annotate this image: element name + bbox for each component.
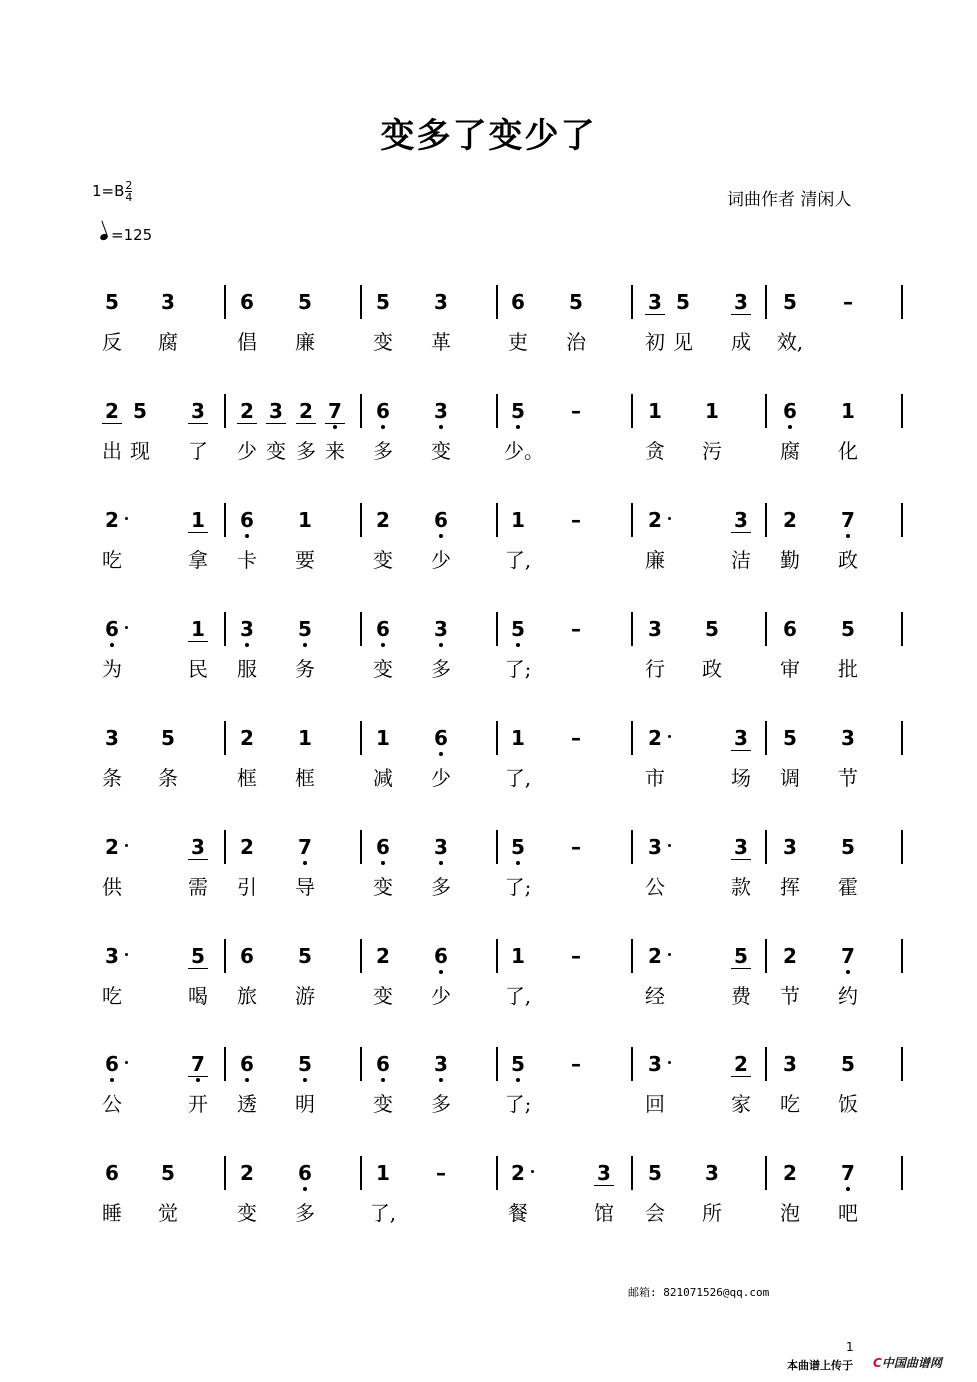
bar-line [901,1156,903,1190]
bar-line [360,285,362,319]
lyric: 少 [431,766,451,790]
bar-line [496,939,498,973]
lyric: 少 [431,548,451,572]
key-signature [92,180,132,203]
note: 3 [431,399,451,423]
lyric: 挥 [780,875,800,899]
note-sustain: – [843,290,853,314]
note-sustain: – [571,944,581,968]
note: 5 [731,944,751,969]
lyric: 少 [237,439,257,463]
note: 2 [376,508,390,532]
note: 6 [237,1052,257,1076]
note: 3 [237,617,257,641]
lyric: 少。 [504,439,544,463]
note: 3 [102,944,122,968]
lyric: 初 [645,330,665,354]
bar-line [765,721,767,755]
bar-line [360,612,362,646]
lyric: 政 [838,548,858,572]
tempo-marking [100,226,152,244]
lyric: 腐 [780,439,800,463]
lyric: 需 [188,875,208,899]
bar-line [901,394,903,428]
note: 3 [731,726,751,751]
bar-line [224,1047,226,1081]
note: 6 [373,835,393,859]
lyric: 廉 [645,548,665,572]
lyric: 馆 [594,1201,614,1225]
note: 5 [188,944,208,969]
lyric: 多 [295,1201,315,1225]
note: 5 [508,399,528,423]
lyric: 务 [295,657,315,681]
bar-line [224,612,226,646]
lyric: 吃 [780,1092,800,1116]
note: 5 [295,617,315,641]
lyric: 来 [325,439,345,463]
lyric: 场 [731,766,751,790]
lyric: 要 [295,548,315,572]
lyric: 吏 [508,330,528,354]
note: 2 [376,944,390,968]
bar-line [360,1156,362,1190]
upload-label: 本曲谱上传于 [787,1359,853,1372]
lyric: 调 [780,766,800,790]
bar-line [360,1047,362,1081]
lyric: 条 [158,766,178,790]
bar-line [901,830,903,864]
song-title: 变多了变少了 [380,116,597,156]
page-number: 1 [846,1340,854,1354]
note: 2 [240,726,254,750]
lyric: 出 [102,439,122,463]
note: 2 [731,1052,751,1077]
note: 6 [431,944,451,968]
bar-line [765,830,767,864]
note: 3 [731,508,751,533]
note: 5 [298,290,312,314]
bar-line [224,830,226,864]
note: 3 [645,1052,665,1076]
note: 3 [431,617,451,641]
lyric: 框 [295,766,315,790]
note: 3 [431,835,451,859]
lyric: 变 [373,548,393,572]
bar-line [765,394,767,428]
bar-line [631,612,633,646]
bar-line [631,939,633,973]
note: 5 [508,617,528,641]
lyric: 勤 [780,548,800,572]
note: 5 [648,1161,662,1185]
lyric: 变 [373,984,393,1008]
site-logo [873,1354,942,1371]
lyric: 成 [731,330,751,354]
email-contact: 邮箱: 821071526@qq.com [628,1286,770,1299]
lyric: 民 [188,657,208,681]
lyric: 变 [373,875,393,899]
bar-line [360,939,362,973]
note: 6 [373,399,393,423]
lyric: 节 [838,766,858,790]
lyric: 了; [504,657,532,681]
lyric: 开 [188,1092,208,1116]
note: 5 [841,617,855,641]
note: 7 [295,835,315,859]
note: 5 [298,944,312,968]
note: 7 [838,1161,858,1185]
note: 5 [783,726,797,750]
note: 2 [783,1161,797,1185]
note: 7 [188,1052,208,1077]
lyric: 了 [188,439,208,463]
bar-line [496,1047,498,1081]
bar-line [496,721,498,755]
lyric: 了; [504,1092,532,1116]
note: 6 [105,1161,119,1185]
lyric: 为 [102,657,122,681]
lyric: 泡 [780,1201,800,1225]
note: 3 [188,835,208,860]
lyric: 廉 [295,330,315,354]
note: 3 [783,1052,797,1076]
time-denominator: 4 [125,191,133,204]
tempo-value: =125 [111,226,153,244]
bar-line [631,721,633,755]
note: 3 [188,399,208,424]
lyric: 变 [373,330,393,354]
bar-line [224,394,226,428]
bar-line [496,394,498,428]
lyric: 游 [295,984,315,1008]
bar-line [631,503,633,537]
bar-line [901,939,903,973]
note: 6 [511,290,525,314]
note: 6 [373,1052,393,1076]
note: 3 [594,1161,614,1186]
note-sustain: – [436,1161,446,1185]
lyric: 变 [431,439,451,463]
bar-line [765,612,767,646]
note: 3 [783,835,797,859]
note: 6 [431,508,451,532]
note: 5 [508,1052,528,1076]
note-sustain: – [571,835,581,859]
note: 7 [838,944,858,968]
lyric: 革 [431,330,451,354]
bar-line [496,830,498,864]
note-sustain: – [571,1052,581,1076]
logo-brand: 中国曲谱网 [881,1356,942,1370]
lyric: 反 [102,330,122,354]
note: 5 [508,835,528,859]
note: 1 [705,399,719,423]
note: 3 [434,290,448,314]
note: 5 [841,835,855,859]
lyric: 批 [838,657,858,681]
note: 5 [569,290,583,314]
lyric: 了, [504,766,532,790]
lyric: 现 [130,439,150,463]
note: 1 [648,399,662,423]
bar-line [901,1047,903,1081]
bar-line [224,285,226,319]
bar-line [224,939,226,973]
bar-line [631,394,633,428]
note: 2 [102,835,122,859]
logo-mark: C [873,1356,882,1370]
note: 7 [838,508,858,532]
note: 6 [295,1161,315,1185]
lyric: 服 [237,657,257,681]
bar-line [901,612,903,646]
note: 1 [511,726,525,750]
lyric: 节 [780,984,800,1008]
bar-line [496,1156,498,1190]
note: 6 [373,617,393,641]
lyric: 觉 [158,1201,178,1225]
note: 2 [508,1161,528,1185]
lyric: 变 [373,657,393,681]
note-sustain: – [571,508,581,532]
time-numerator: 2 [125,179,133,192]
lyric: 所 [702,1201,722,1225]
note: 1 [188,617,208,642]
lyric: 吃 [102,984,122,1008]
lyric: 吃 [102,548,122,572]
lyric: 费 [731,984,751,1008]
note: 5 [676,290,690,314]
bar-line [901,721,903,755]
note: 2 [240,1161,254,1185]
bar-line [360,394,362,428]
lyric: 了, [504,548,532,572]
lyric: 引 [237,875,257,899]
note: 5 [105,290,119,314]
note: 3 [731,835,751,860]
bar-line [496,503,498,537]
note: 6 [237,508,257,532]
note: 6 [431,726,451,750]
note: 2 [645,726,665,750]
lyric: 贪 [645,439,665,463]
note: 5 [705,617,719,641]
bar-line [765,939,767,973]
note: 5 [161,726,175,750]
note: 3 [431,1052,451,1076]
lyric: 家 [731,1092,751,1116]
note: 3 [161,290,175,314]
note: 3 [841,726,855,750]
note: 5 [376,290,390,314]
lyric: 变 [373,1092,393,1116]
note: 1 [511,944,525,968]
quarter-note-icon [99,233,109,241]
lyric: 倡 [237,330,257,354]
note: 2 [645,508,665,532]
lyric: 变 [266,439,286,463]
lyric: 了, [369,1201,397,1225]
note-sustain: – [571,726,581,750]
lyric: 会 [645,1201,665,1225]
lyric: 经 [645,984,665,1008]
lyric: 了, [504,984,532,1008]
lyric: 条 [102,766,122,790]
lyric: 卡 [237,548,257,572]
lyric: 款 [731,875,751,899]
bar-line [765,1156,767,1190]
note: 2 [102,399,122,424]
lyric: 饭 [838,1092,858,1116]
lyric: 政 [702,657,722,681]
bar-line [360,503,362,537]
note: 3 [645,290,665,315]
lyric: 效, [776,330,804,354]
note: 5 [133,399,147,423]
lyric: 多 [431,1092,451,1116]
lyric: 多 [431,657,451,681]
lyric: 变 [237,1201,257,1225]
lyric: 市 [645,766,665,790]
bar-line [224,503,226,537]
lyric: 公 [102,1092,122,1116]
note: 6 [102,617,122,641]
bar-line [765,503,767,537]
bar-line [224,1156,226,1190]
lyric: 回 [645,1092,665,1116]
lyric: 公 [645,875,665,899]
lyric: 化 [838,439,858,463]
note: 6 [780,399,800,423]
note: 2 [645,944,665,968]
lyric: 洁 [731,548,751,572]
lyric: 治 [566,330,586,354]
bar-line [224,721,226,755]
note: 2 [240,835,254,859]
note: 1 [298,508,312,532]
note: 2 [783,944,797,968]
note: 2 [102,508,122,532]
note: 3 [266,399,286,424]
lyric: 旅 [237,984,257,1008]
bar-line [496,612,498,646]
bar-line [631,1156,633,1190]
lyric: 供 [102,875,122,899]
note: 3 [731,290,751,315]
note: 2 [783,508,797,532]
note: 6 [240,290,254,314]
time-signature [125,180,132,203]
note-sustain: – [571,617,581,641]
lyric: 腐 [158,330,178,354]
bar-line [765,285,767,319]
note-sustain: – [571,399,581,423]
note: 1 [376,726,390,750]
note: 1 [841,399,855,423]
note: 5 [783,290,797,314]
lyric: 霍 [838,875,858,899]
lyric: 明 [295,1092,315,1116]
lyric: 睡 [102,1201,122,1225]
note: 1 [188,508,208,533]
lyric: 透 [237,1092,257,1116]
bar-line [360,721,362,755]
lyric: 框 [237,766,257,790]
note: 5 [161,1161,175,1185]
note: 1 [376,1161,390,1185]
lyric: 餐 [508,1201,528,1225]
note: 3 [648,617,662,641]
lyric: 减 [373,766,393,790]
note: 3 [105,726,119,750]
lyric: 多 [296,439,316,463]
note: 6 [240,944,254,968]
bar-line [631,830,633,864]
note: 3 [705,1161,719,1185]
note: 7 [325,399,345,424]
lyric: 污 [702,439,722,463]
note: 6 [783,617,797,641]
lyric: 多 [373,439,393,463]
bar-line [496,285,498,319]
lyric: 行 [645,657,665,681]
lyric: 吧 [838,1201,858,1225]
note: 2 [296,399,316,424]
lyric: 导 [295,875,315,899]
bar-line [360,830,362,864]
lyric: 审 [780,657,800,681]
key-label: 1=B [92,182,125,200]
bar-line [765,1047,767,1081]
note: 5 [295,1052,315,1076]
lyric: 约 [838,984,858,1008]
bar-line [901,285,903,319]
lyric: 拿 [188,548,208,572]
bar-line [631,1047,633,1081]
lyric: 少 [431,984,451,1008]
note: 1 [511,508,525,532]
note: 1 [298,726,312,750]
bar-line [901,503,903,537]
lyric: 见 [673,330,693,354]
note: 2 [237,399,257,424]
bar-line [631,285,633,319]
note: 6 [102,1052,122,1076]
lyric: 了; [504,875,532,899]
note: 3 [645,835,665,859]
lyric: 多 [431,875,451,899]
composer-credit: 词曲作者 清闲人 [727,190,852,210]
note: 5 [841,1052,855,1076]
lyric: 喝 [188,984,208,1008]
